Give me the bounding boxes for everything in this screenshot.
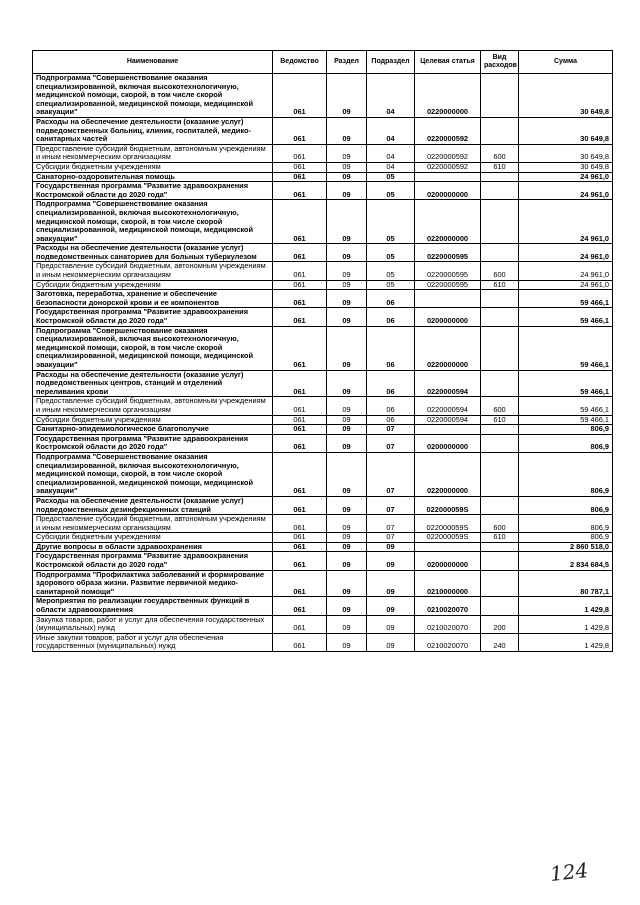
cell-name: Предоставление субсидий бюджетным, автономным учреждениям и иным некоммерческим организациям	[33, 144, 273, 162]
table-row	[33, 496, 613, 514]
cell-subsection: 07	[367, 533, 415, 543]
header-section: Раздел	[327, 51, 367, 74]
table-row	[33, 570, 613, 597]
cell-name: Расходы на обеспечение деятельности (оказание услуг) подведомственных дезинфекционных станций	[33, 496, 273, 514]
cell-amount: 59 466,1	[519, 326, 613, 370]
cell-department: 061	[273, 162, 327, 172]
cell-name: Подпрограмма "Совершенствование оказания специализированной, включая высокотехнологичную, медицинской помощи, скорой, в том числе скорой специализированной, медицинской помощи, медицинской эвакуации"	[33, 200, 273, 244]
cell-target: 0220000592	[415, 162, 481, 172]
table-row	[33, 452, 613, 496]
cell-target: 0220000000	[415, 326, 481, 370]
cell-department: 061	[273, 452, 327, 496]
cell-subsection: 07	[367, 496, 415, 514]
cell-subsection: 06	[367, 308, 415, 326]
cell-target: 0210020070	[415, 615, 481, 633]
cell-amount: 806,9	[519, 452, 613, 496]
table-row	[33, 415, 613, 425]
cell-department: 061	[273, 570, 327, 597]
table-row	[33, 182, 613, 200]
cell-name: Подпрограмма "Профилактика заболеваний и формирование здорового образа жизни. Развитие первичной медико-санитарной помощи"	[33, 570, 273, 597]
cell-section: 09	[327, 633, 367, 651]
table-row	[33, 280, 613, 290]
cell-name: Расходы на обеспечение деятельности (оказание услуг) подведомственных больниц, клиник, госпиталей, медико-санитарных частей	[33, 117, 273, 144]
cell-target: 0200000000	[415, 552, 481, 570]
cell-target: 0220000595	[415, 280, 481, 290]
cell-subsection: 09	[367, 552, 415, 570]
cell-section: 09	[327, 597, 367, 615]
cell-department: 061	[273, 200, 327, 244]
cell-subsection: 09	[367, 633, 415, 651]
cell-expense-type	[481, 434, 519, 452]
cell-department: 061	[273, 182, 327, 200]
cell-subsection: 06	[367, 397, 415, 415]
cell-target: 0220000594	[415, 397, 481, 415]
cell-subsection: 05	[367, 200, 415, 244]
cell-amount: 24 961,0	[519, 262, 613, 280]
cell-expense-type: 610	[481, 162, 519, 172]
cell-section: 09	[327, 308, 367, 326]
cell-subsection: 04	[367, 144, 415, 162]
cell-target: 022000059S	[415, 533, 481, 543]
cell-target	[415, 290, 481, 308]
cell-expense-type	[481, 370, 519, 397]
cell-name: Подпрограмма "Совершенствование оказания специализированной, включая высокотехнологичную, медицинской помощи, скорой, в том числе скорой специализированной, медицинской помощи, медицинской эвакуации"	[33, 326, 273, 370]
cell-department: 061	[273, 615, 327, 633]
cell-expense-type	[481, 74, 519, 118]
cell-name: Государственная программа "Развитие здравоохранения Костромской области до 2020 года"	[33, 308, 273, 326]
cell-department: 061	[273, 308, 327, 326]
cell-name: Иные закупки товаров, работ и услуг для обеспечения государственных (муниципальных) нужд	[33, 633, 273, 651]
cell-expense-type	[481, 570, 519, 597]
cell-department: 061	[273, 542, 327, 552]
table-row	[33, 633, 613, 651]
cell-section: 09	[327, 552, 367, 570]
cell-target: 0200000000	[415, 182, 481, 200]
cell-amount: 59 466,1	[519, 397, 613, 415]
cell-subsection: 07	[367, 452, 415, 496]
cell-name: Расходы на обеспечение деятельности (оказание услуг) подведомственных санаториев для больных туберкулезом	[33, 244, 273, 262]
cell-name: Субсидии бюджетным учреждениям	[33, 162, 273, 172]
cell-department: 061	[273, 397, 327, 415]
cell-section: 09	[327, 244, 367, 262]
table-row	[33, 162, 613, 172]
cell-expense-type: 240	[481, 633, 519, 651]
cell-name: Мероприятия по реализации государственных функций в области здравоохранения	[33, 597, 273, 615]
cell-target	[415, 172, 481, 182]
cell-amount: 59 466,1	[519, 370, 613, 397]
cell-target: 0200000000	[415, 308, 481, 326]
cell-department: 061	[273, 74, 327, 118]
table-row	[33, 326, 613, 370]
cell-subsection: 05	[367, 172, 415, 182]
cell-name: Другие вопросы в области здравоохранения	[33, 542, 273, 552]
cell-section: 09	[327, 200, 367, 244]
cell-expense-type	[481, 244, 519, 262]
header-target: Целевая статья	[415, 51, 481, 74]
cell-amount: 30 649,8	[519, 162, 613, 172]
cell-name: Санаторно-оздоровительная помощь	[33, 172, 273, 182]
table-row	[33, 434, 613, 452]
cell-name: Санитарно-эпидемиологическое благополучие	[33, 425, 273, 435]
table-row	[33, 542, 613, 552]
cell-department: 061	[273, 633, 327, 651]
cell-subsection: 06	[367, 415, 415, 425]
cell-name: Субсидии бюджетным учреждениям	[33, 533, 273, 543]
cell-expense-type	[481, 117, 519, 144]
cell-expense-type: 200	[481, 615, 519, 633]
cell-department: 061	[273, 415, 327, 425]
cell-amount: 30 649,8	[519, 74, 613, 118]
table-body	[33, 74, 613, 652]
cell-department: 061	[273, 552, 327, 570]
cell-expense-type: 610	[481, 415, 519, 425]
cell-section: 09	[327, 434, 367, 452]
cell-expense-type	[481, 308, 519, 326]
cell-expense-type: 610	[481, 280, 519, 290]
table-row	[33, 74, 613, 118]
cell-subsection: 05	[367, 244, 415, 262]
table-row	[33, 515, 613, 533]
table-row	[33, 117, 613, 144]
cell-section: 09	[327, 182, 367, 200]
cell-subsection: 09	[367, 615, 415, 633]
cell-department: 061	[273, 280, 327, 290]
cell-name: Предоставление субсидий бюджетным, автономным учреждениям и иным некоммерческим организациям	[33, 515, 273, 533]
budget-table	[32, 50, 613, 652]
cell-section: 09	[327, 496, 367, 514]
cell-target: 0210000000	[415, 570, 481, 597]
cell-target: 0220000595	[415, 262, 481, 280]
cell-expense-type	[481, 597, 519, 615]
cell-subsection: 07	[367, 515, 415, 533]
cell-name: Государственная программа "Развитие здравоохранения Костромской области до 2020 года"	[33, 182, 273, 200]
cell-target: 0220000000	[415, 200, 481, 244]
cell-amount: 2 860 518,0	[519, 542, 613, 552]
cell-amount: 24 961,0	[519, 182, 613, 200]
cell-subsection: 06	[367, 326, 415, 370]
table-row	[33, 200, 613, 244]
cell-amount: 80 787,1	[519, 570, 613, 597]
cell-expense-type: 600	[481, 262, 519, 280]
cell-subsection: 04	[367, 74, 415, 118]
table-row	[33, 597, 613, 615]
cell-subsection: 07	[367, 425, 415, 435]
header-subsection: Подраздел	[367, 51, 415, 74]
cell-department: 061	[273, 144, 327, 162]
cell-section: 09	[327, 74, 367, 118]
cell-target: 0220000594	[415, 415, 481, 425]
cell-name: Субсидии бюджетным учреждениям	[33, 415, 273, 425]
cell-amount: 30 649,8	[519, 117, 613, 144]
cell-amount: 806,9	[519, 533, 613, 543]
cell-amount: 2 834 684,5	[519, 552, 613, 570]
table-row	[33, 533, 613, 543]
cell-target: 0210020070	[415, 633, 481, 651]
cell-name: Государственная программа "Развитие здравоохранения Костромской области до 2020 года"	[33, 552, 273, 570]
cell-name: Заготовка, переработка, хранение и обеспечение безопасности донорской крови и ее компонентов	[33, 290, 273, 308]
cell-expense-type	[481, 496, 519, 514]
cell-subsection: 09	[367, 542, 415, 552]
cell-section: 09	[327, 515, 367, 533]
cell-department: 061	[273, 262, 327, 280]
cell-target: 022000059S	[415, 515, 481, 533]
cell-expense-type	[481, 200, 519, 244]
cell-department: 061	[273, 496, 327, 514]
cell-section: 09	[327, 415, 367, 425]
cell-subsection: 05	[367, 262, 415, 280]
cell-target: 0220000592	[415, 144, 481, 162]
cell-department: 061	[273, 244, 327, 262]
cell-section: 09	[327, 542, 367, 552]
cell-section: 09	[327, 615, 367, 633]
cell-amount: 806,9	[519, 515, 613, 533]
cell-department: 061	[273, 326, 327, 370]
table-row	[33, 308, 613, 326]
cell-expense-type: 600	[481, 144, 519, 162]
cell-amount: 806,9	[519, 496, 613, 514]
cell-subsection: 06	[367, 290, 415, 308]
cell-name: Предоставление субсидий бюджетным, автономным учреждениям и иным некоммерческим организациям	[33, 397, 273, 415]
cell-subsection: 09	[367, 597, 415, 615]
cell-expense-type	[481, 182, 519, 200]
cell-expense-type	[481, 326, 519, 370]
cell-section: 09	[327, 326, 367, 370]
header-amount: Сумма	[519, 51, 613, 74]
page-number: 124	[548, 858, 590, 886]
cell-target: 0220000592	[415, 117, 481, 144]
cell-amount: 806,9	[519, 425, 613, 435]
cell-subsection: 05	[367, 280, 415, 290]
table-row	[33, 172, 613, 182]
cell-amount: 1 429,8	[519, 633, 613, 651]
cell-section: 09	[327, 452, 367, 496]
table-row	[33, 552, 613, 570]
cell-expense-type: 600	[481, 515, 519, 533]
cell-department: 061	[273, 425, 327, 435]
cell-subsection: 07	[367, 434, 415, 452]
cell-subsection: 05	[367, 182, 415, 200]
cell-amount: 59 466,1	[519, 308, 613, 326]
cell-target: 0220000594	[415, 370, 481, 397]
header-department: Ведомство	[273, 51, 327, 74]
cell-section: 09	[327, 280, 367, 290]
cell-amount: 24 961,0	[519, 244, 613, 262]
cell-target: 0220000000	[415, 74, 481, 118]
cell-target	[415, 425, 481, 435]
cell-name: Расходы на обеспечение деятельности (оказание услуг) подведомственных центров, станций и отделений переливания крови	[33, 370, 273, 397]
cell-name: Закупка товаров, работ и услуг для обеспечения государственных (муниципальных) нужд	[33, 615, 273, 633]
cell-amount: 59 466,1	[519, 415, 613, 425]
cell-section: 09	[327, 570, 367, 597]
cell-section: 09	[327, 290, 367, 308]
cell-expense-type	[481, 542, 519, 552]
table-row	[33, 370, 613, 397]
cell-subsection: 09	[367, 570, 415, 597]
cell-amount: 1 429,8	[519, 615, 613, 633]
cell-amount: 59 466,1	[519, 290, 613, 308]
header-expense-type: Вид расходов	[481, 51, 519, 74]
cell-department: 061	[273, 533, 327, 543]
table-row	[33, 244, 613, 262]
table-row	[33, 397, 613, 415]
header-name: Наименование	[33, 51, 273, 74]
table-row	[33, 615, 613, 633]
cell-target: 022000059S	[415, 496, 481, 514]
cell-target	[415, 542, 481, 552]
cell-target: 0210020070	[415, 597, 481, 615]
cell-department: 061	[273, 117, 327, 144]
cell-section: 09	[327, 397, 367, 415]
cell-section: 09	[327, 117, 367, 144]
cell-amount: 1 429,8	[519, 597, 613, 615]
cell-amount: 806,9	[519, 434, 613, 452]
cell-name: Предоставление субсидий бюджетным, автономным учреждениям и иным некоммерческим организациям	[33, 262, 273, 280]
cell-target: 0220000595	[415, 244, 481, 262]
cell-amount: 24 961,0	[519, 172, 613, 182]
table-row	[33, 425, 613, 435]
cell-department: 061	[273, 172, 327, 182]
cell-section: 09	[327, 533, 367, 543]
cell-name: Подпрограмма "Совершенствование оказания специализированной, включая высокотехнологичную, медицинской помощи, скорой, в том числе скорой специализированной, медицинской помощи, медицинской эвакуации"	[33, 74, 273, 118]
cell-name: Субсидии бюджетным учреждениям	[33, 280, 273, 290]
cell-department: 061	[273, 434, 327, 452]
cell-expense-type	[481, 172, 519, 182]
cell-section: 09	[327, 370, 367, 397]
cell-section: 09	[327, 172, 367, 182]
cell-target: 0220000000	[415, 452, 481, 496]
cell-expense-type	[481, 452, 519, 496]
cell-target: 0200000000	[415, 434, 481, 452]
cell-department: 061	[273, 290, 327, 308]
cell-section: 09	[327, 262, 367, 280]
cell-expense-type: 610	[481, 533, 519, 543]
cell-expense-type	[481, 290, 519, 308]
cell-department: 061	[273, 515, 327, 533]
cell-expense-type: 600	[481, 397, 519, 415]
cell-expense-type	[481, 425, 519, 435]
cell-amount: 24 961,0	[519, 200, 613, 244]
cell-amount: 24 961,0	[519, 280, 613, 290]
table-row	[33, 144, 613, 162]
cell-subsection: 06	[367, 370, 415, 397]
cell-section: 09	[327, 162, 367, 172]
cell-section: 09	[327, 425, 367, 435]
table-row	[33, 262, 613, 280]
cell-amount: 30 649,8	[519, 144, 613, 162]
cell-subsection: 04	[367, 117, 415, 144]
cell-name: Подпрограмма "Совершенствование оказания специализированной, включая высокотехнологичную, медицинской помощи, скорой, в том числе скорой специализированной, медицинской помощи, медицинской эвакуации"	[33, 452, 273, 496]
cell-subsection: 04	[367, 162, 415, 172]
table-row	[33, 290, 613, 308]
cell-department: 061	[273, 370, 327, 397]
cell-section: 09	[327, 144, 367, 162]
cell-expense-type	[481, 552, 519, 570]
table-header-row	[33, 51, 613, 74]
cell-department: 061	[273, 597, 327, 615]
cell-name: Государственная программа "Развитие здравоохранения Костромской области до 2020 года"	[33, 434, 273, 452]
